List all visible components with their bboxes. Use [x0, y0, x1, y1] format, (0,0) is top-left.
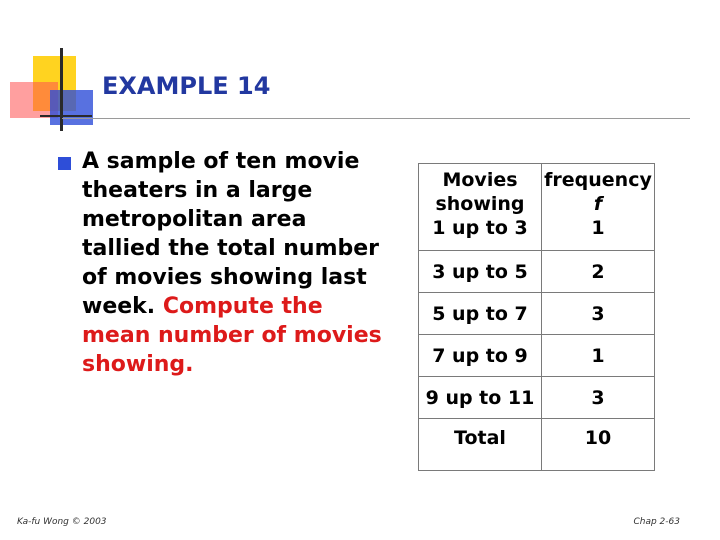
- footer-author: Ka-fu Wong © 2003: [17, 517, 107, 527]
- header-col2-line1: frequency: [544, 169, 652, 191]
- row-interval-3: 7 up to 9: [419, 335, 542, 377]
- total-label: Total: [419, 419, 542, 471]
- row-frequency-2: 3: [542, 293, 655, 335]
- logo-horizontal-line: [40, 115, 92, 117]
- header-frequency: [542, 164, 655, 251]
- frequency-table: [418, 163, 655, 471]
- row-frequency-3: 1: [542, 335, 655, 377]
- row-interval-1: 3 up to 5: [419, 251, 542, 293]
- row-frequency-0: 1: [591, 217, 605, 239]
- bullet-text-question: Compute the mean number of movies showing.: [82, 294, 382, 377]
- table-row: [419, 377, 655, 419]
- total-value: 10: [542, 419, 655, 471]
- header-col1-line1: Movies: [442, 169, 518, 191]
- header-movies-showing: [419, 164, 542, 251]
- slide-title: EXAMPLE 14: [102, 72, 271, 100]
- header-col2-line2: f: [593, 193, 603, 215]
- bullet-text-statement: A sample of ten movie theaters in a large metropolitan area tallied the total number of movies showing last week.: [82, 149, 380, 319]
- bullet-square-icon: [58, 157, 71, 170]
- table-row: [419, 251, 655, 293]
- row-interval-2: 5 up to 7: [419, 293, 542, 335]
- row-interval-4: 9 up to 11: [419, 377, 542, 419]
- table-total-row: [419, 419, 655, 471]
- table-row: [419, 293, 655, 335]
- bullet-text: [82, 147, 382, 379]
- row-frequency-4: 3: [542, 377, 655, 419]
- table-row: [419, 335, 655, 377]
- footer-page-number: Chap 2-63: [633, 517, 680, 527]
- row-interval-0: 1 up to 3: [432, 217, 528, 239]
- header-col1-line2: showing: [435, 193, 525, 215]
- table-header-row: [419, 164, 655, 251]
- row-frequency-1: 2: [542, 251, 655, 293]
- title-divider: [62, 118, 690, 119]
- logo-blue-square: [50, 90, 93, 125]
